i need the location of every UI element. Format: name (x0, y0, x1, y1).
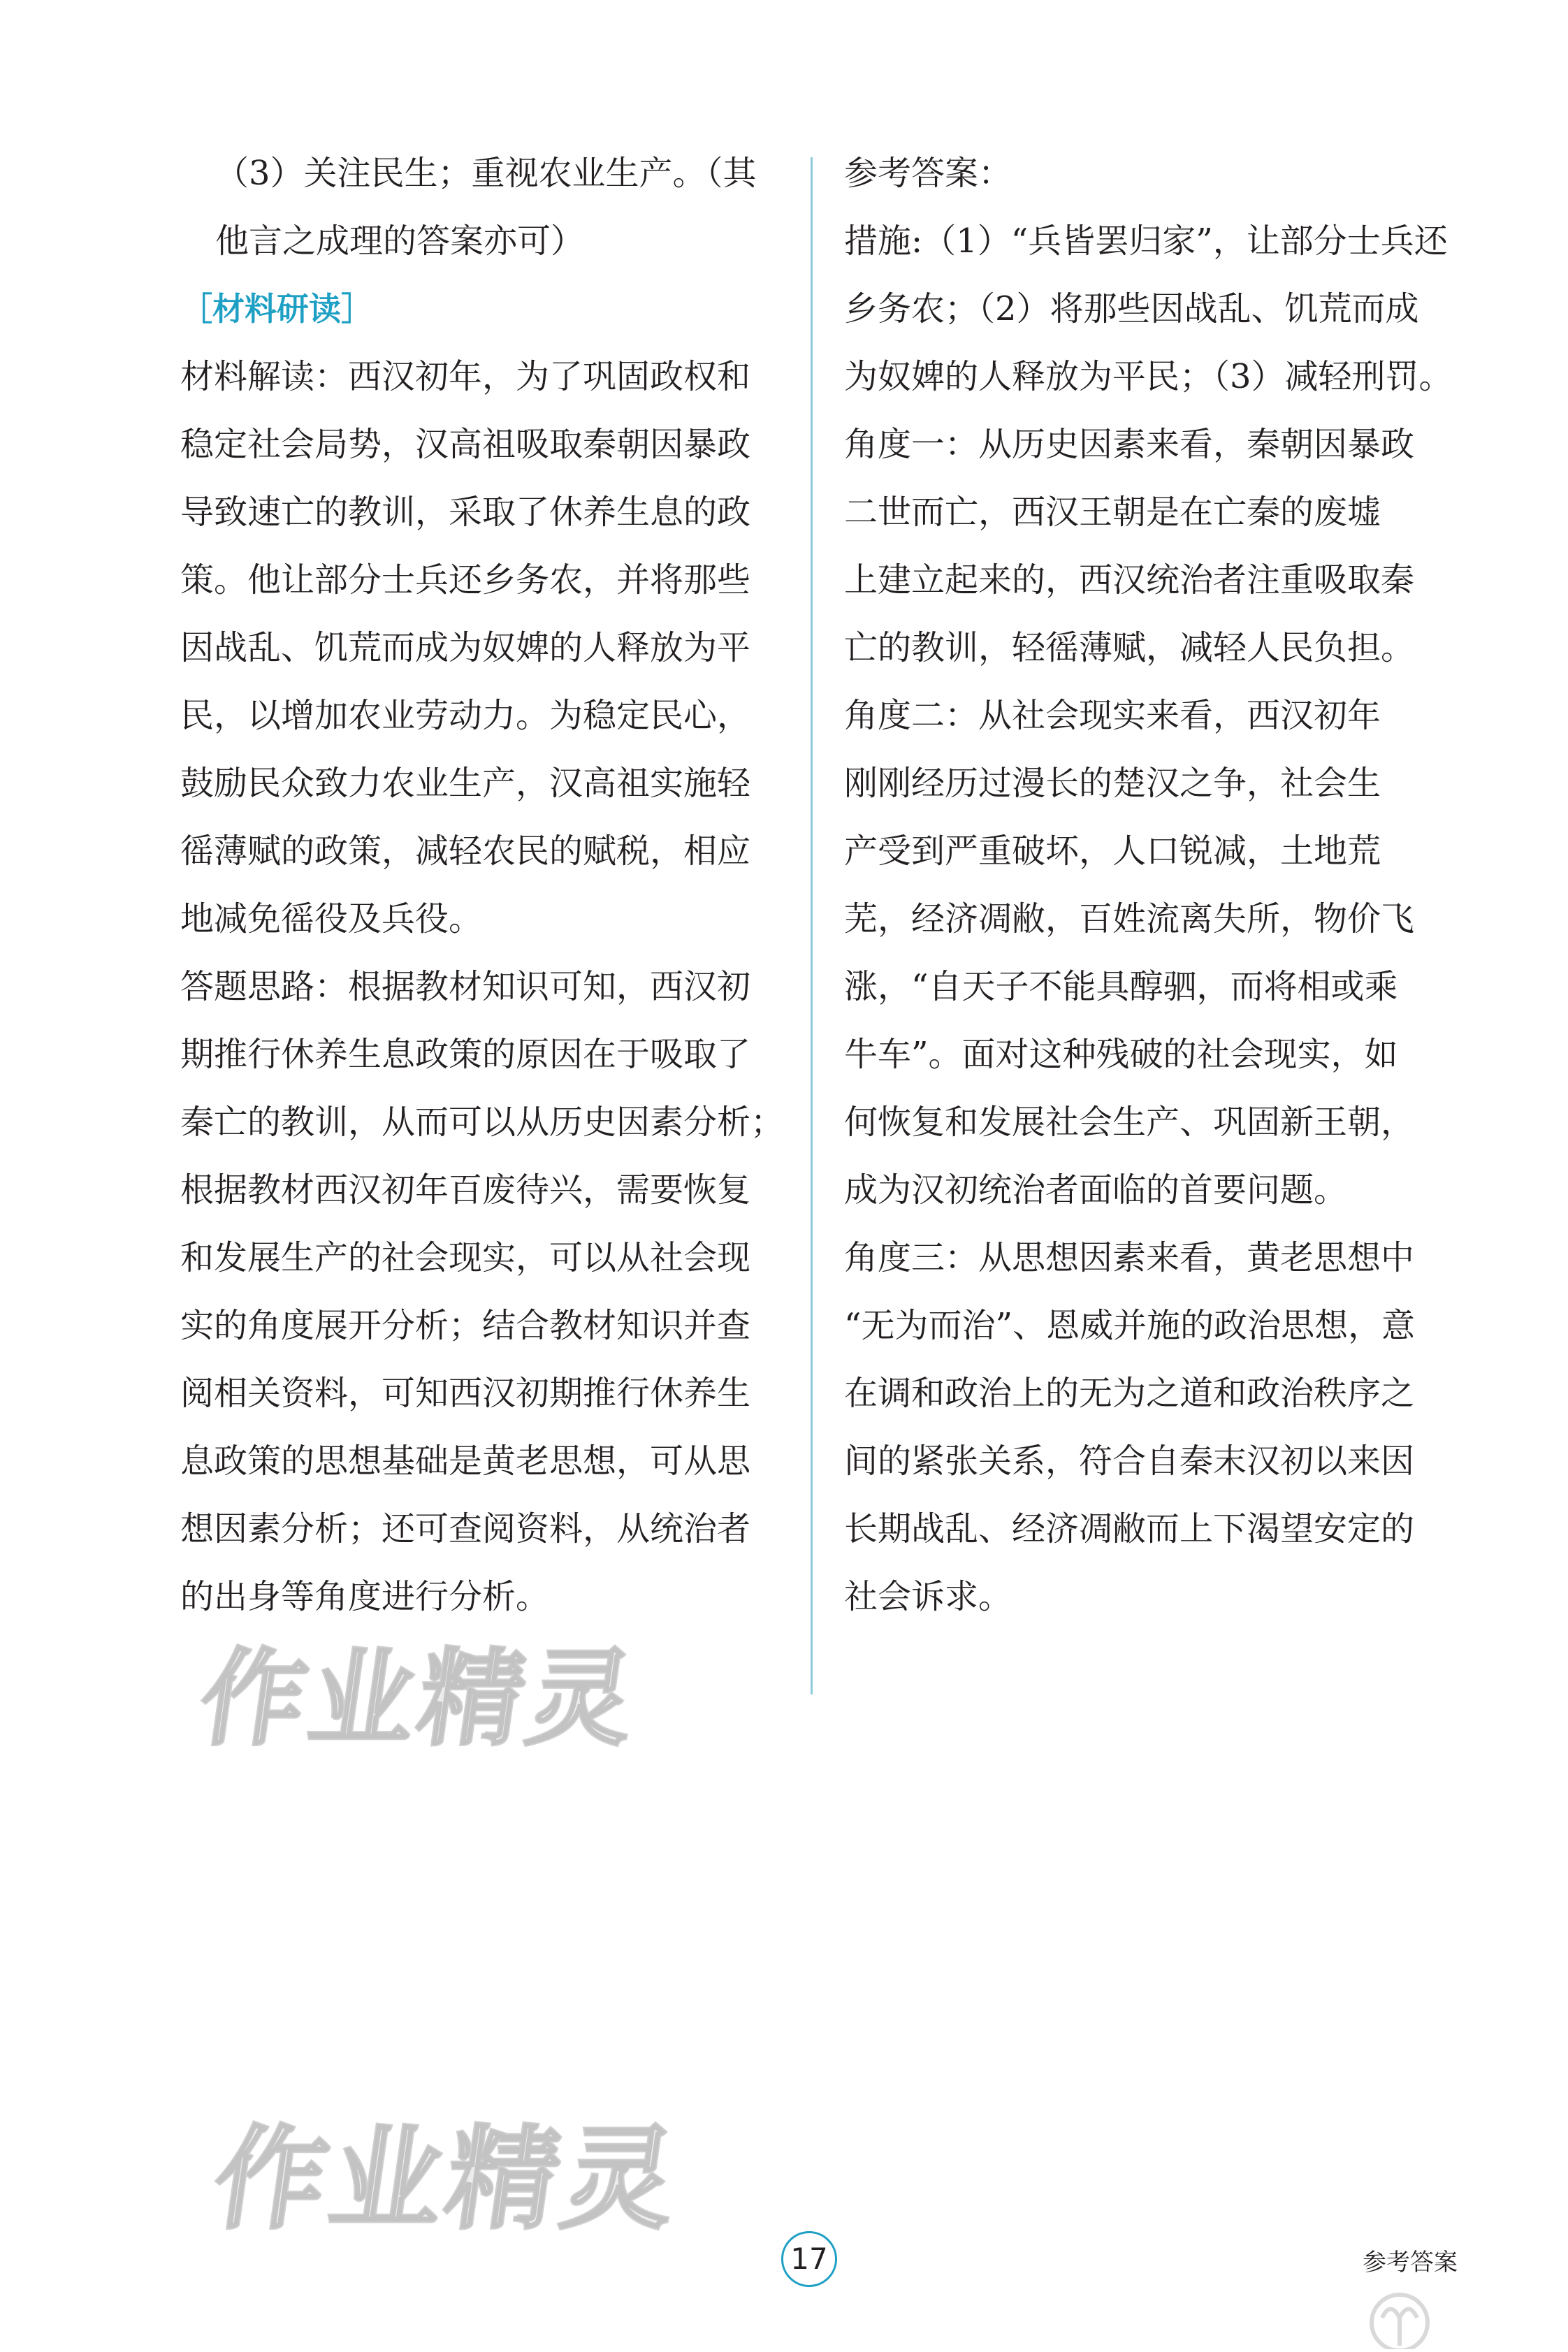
left-column (180, 140, 785, 1631)
watermark: 作业精灵 (192, 1639, 646, 1760)
text-line: 他言之成理的答案亦可） (215, 222, 585, 261)
text-line: 亡的教训，轻徭薄赋，减轻人民负担。 (844, 628, 1415, 667)
text-line: 上建立起来的，西汉统治者注重吸取秦 (844, 560, 1415, 600)
text-line: 何恢复和发展社会生产、巩固新王朝， (844, 1103, 1415, 1142)
text-line: 和发展生产的社会现实，可以从社会现 (180, 1238, 751, 1277)
text-line: 根据教材西汉初年百废待兴，需要恢复 (180, 1170, 751, 1210)
text-line: 期推行休养生息政策的原因在于吸取了 (180, 1035, 751, 1074)
text-line: 角度一：从历史因素来看，秦朝因暴政 (844, 425, 1415, 464)
text-line: 为奴婢的人释放为平民；（3）减轻刑罚。 (844, 357, 1453, 396)
text-line: 息政策的思想基础是黄老思想，可从思 (180, 1442, 751, 1481)
text-line: “无为而治”、恩威并施的政治思想，意 (844, 1306, 1416, 1345)
text-line: 秦亡的教训，从而可以从历史因素分析； (180, 1103, 785, 1142)
text-line: 成为汉初统治者面临的首要问题。 (844, 1170, 1348, 1210)
text-line: 芜，经济凋敝，百姓流离失所，物价飞 (844, 899, 1415, 938)
text-line: 角度二：从社会现实来看，西汉初年 (844, 696, 1381, 735)
text-line: 社会诉求。 (844, 1577, 1012, 1616)
text-line: 徭薄赋的政策，减轻农民的赋税，相应 (180, 832, 751, 871)
text-line: （3）关注民生；重视农业生产。（其 (215, 154, 757, 193)
text-line: 因战乱、饥荒而成为奴婢的人释放为平 (180, 628, 751, 667)
text-line: 间的紧张关系，符合自秦末汉初以来因 (844, 1442, 1415, 1481)
text-line: 参考答案： (844, 154, 1012, 193)
text-line: 涨，“自天子不能具醇驷，而将相或乘 (844, 967, 1398, 1006)
answer-3 (180, 140, 781, 275)
column-divider (811, 157, 813, 1694)
text-line: 导致速亡的教训，采取了休养生息的政 (180, 493, 751, 532)
text-line: 鼓励民众致力农业生产，汉高祖实施轻 (180, 764, 751, 803)
text-line: 阅相关资料，可知西汉初期推行休养生 (180, 1374, 751, 1413)
text-line: 乡务农；（2）将那些因战乱、饥荒而成 (844, 289, 1419, 328)
text-line: 牛车”。面对这种残破的社会现实，如 (844, 1035, 1398, 1074)
text-line: 在调和政治上的无为之道和政治秩序之 (844, 1374, 1415, 1413)
text-line: 答题思路：根据教材知识可知，西汉初 (180, 967, 751, 1006)
material-reading-body (180, 343, 785, 1631)
text-line: 长期战乱、经济凋敝而上下渴望安定的 (844, 1509, 1415, 1548)
text-line: 实的角度展开分析；结合教材知识并查 (180, 1306, 751, 1345)
text-line: 稳定社会局势，汉高祖吸取秦朝因暴政 (180, 425, 751, 464)
watermark: 作业精灵 (205, 2114, 689, 2244)
section-title: ［材料研读］ (180, 290, 373, 328)
page-number: 17 (781, 2231, 837, 2287)
text-line: 产受到严重破坏，人口锐减，土地荒 (844, 832, 1381, 871)
text-line: 角度三：从思想因素来看，黄老思想中 (844, 1238, 1415, 1277)
text-line: 措施:（1）“兵皆罢归家”，让部分士兵还 (844, 222, 1448, 261)
text-line: 民，以增加农业劳动力。为稳定民心， (180, 696, 751, 735)
text-line: 想因素分析；还可查阅资料，从统治者 (180, 1509, 751, 1548)
right-column (844, 140, 1452, 1631)
text-line: 刚刚经历过漫长的楚汉之争，社会生 (844, 764, 1381, 803)
text-line: 材料解读：西汉初年，为了巩固政权和 (180, 357, 751, 396)
text-line: 策。他让部分士兵还乡务农，并将那些 (180, 560, 751, 600)
corner-logo-icon (1354, 2279, 1445, 2349)
text-line: 二世而亡，西汉王朝是在亡秦的废墟 (844, 493, 1381, 532)
text-line: 的出身等角度进行分析。 (180, 1577, 550, 1616)
text-line: 地减免徭役及兵役。 (180, 899, 483, 938)
footer-label: 参考答案 (1363, 2249, 1458, 2277)
